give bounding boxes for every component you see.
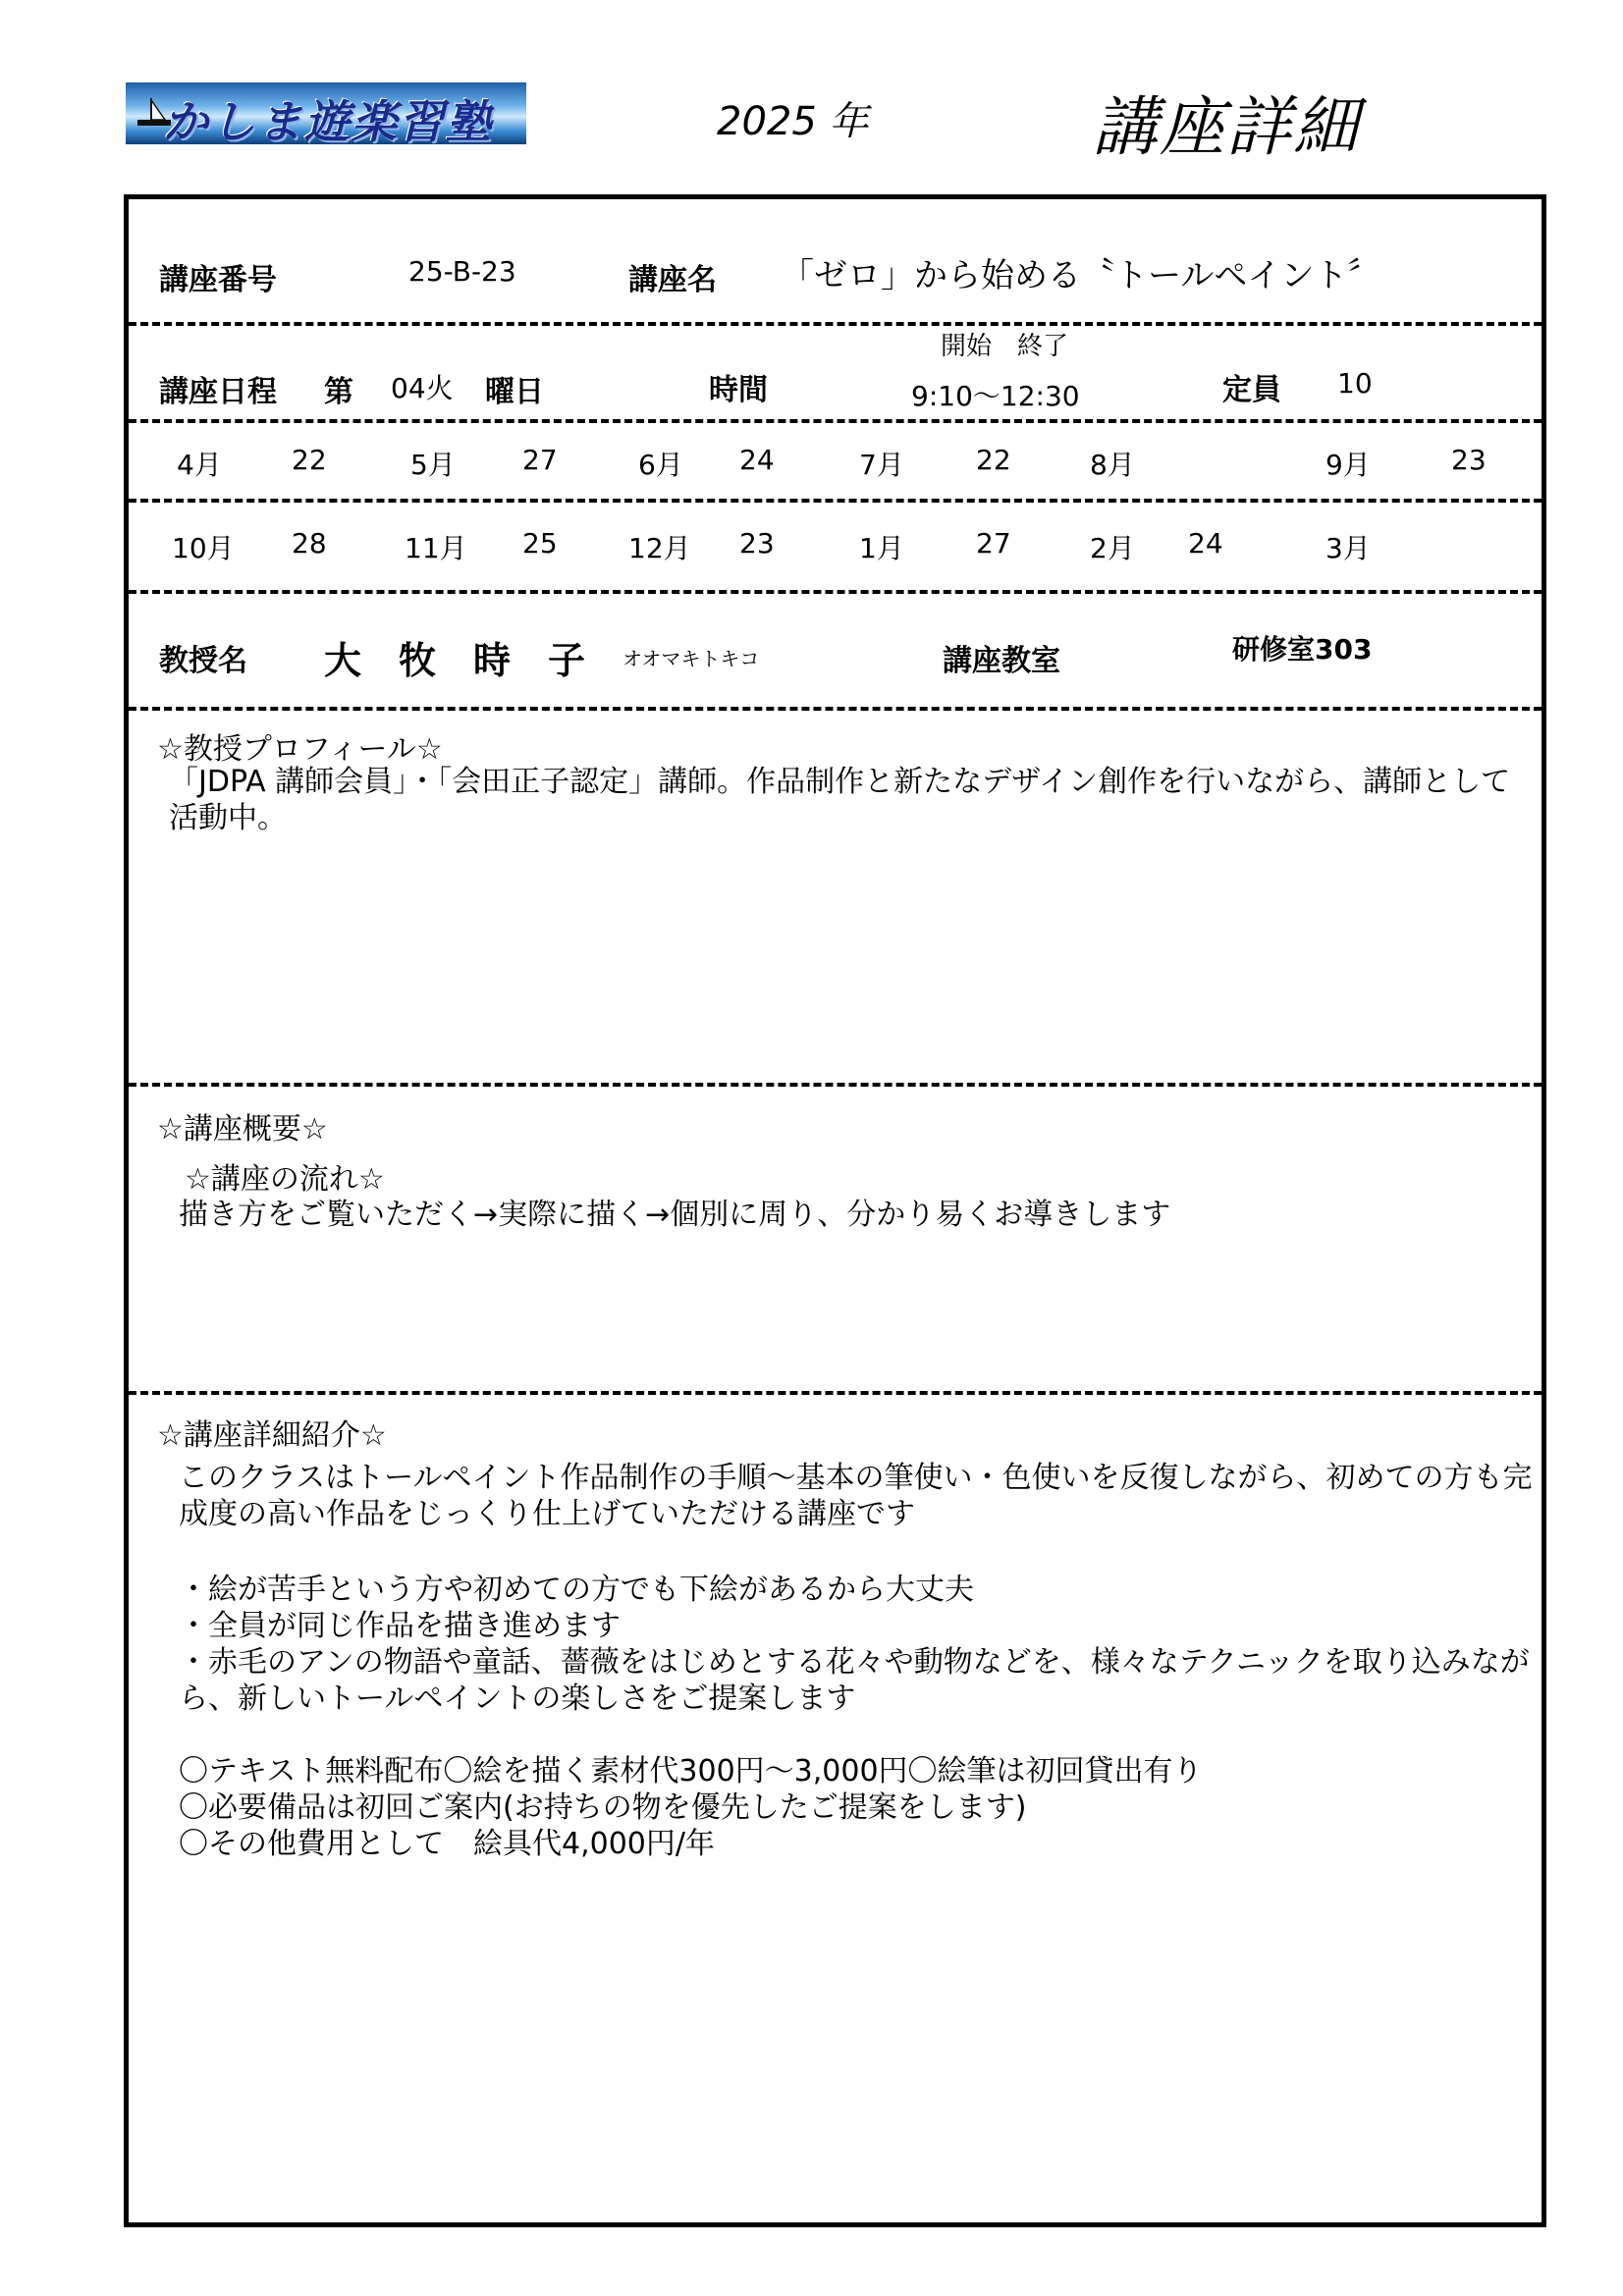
instructor-name: 大 牧 時 子	[324, 639, 586, 682]
divider	[129, 707, 1542, 711]
month-label: 7月	[859, 449, 904, 481]
divider	[129, 499, 1542, 503]
course-name-label: 講座名	[628, 263, 717, 297]
instructor-kana: オオマキトキコ	[622, 647, 760, 670]
flow-text: 描き方をご覧いただく→実際に描く→個別に周り、分かり易くお導きします	[179, 1198, 1171, 1232]
bullet-item: ・全員が同じ作品を描き進めます	[179, 1609, 621, 1643]
month-label: 12月	[628, 532, 691, 564]
capacity-value: 10	[1337, 367, 1373, 400]
schedule-weekday: 04火	[391, 372, 454, 404]
profile-section-title: ☆教授プロフィール☆	[157, 732, 443, 767]
month-label: 9月	[1325, 449, 1371, 481]
month-label: 3月	[1325, 532, 1371, 564]
bullet-item: ・赤毛のアンの物語や童話、薔薇をはじめとする花々や動物などを、様々なテクニックを取り込みながら、新しいトールペイントの楽しさをご提案します	[179, 1645, 1530, 1716]
note-item: 〇必要備品は初回ご案内(お持ちの物を優先したご提案をします)	[179, 1790, 1027, 1825]
course-name: 「ゼロ」から始める〝トールペイント〞	[781, 256, 1381, 295]
course-number: 25-B-23	[408, 255, 516, 288]
flow-title: ☆講座の流れ☆	[185, 1162, 385, 1197]
month-day: 22	[292, 444, 327, 476]
room-label: 講座教室	[943, 644, 1060, 678]
month-day: 24	[1188, 527, 1223, 560]
school-logo	[126, 82, 526, 144]
details-bullets	[179, 1572, 1539, 1717]
details-section-title: ☆講座詳細紹介☆	[157, 1418, 387, 1453]
month-label: 1月	[859, 532, 904, 564]
room-value: 研修室303	[1232, 633, 1373, 666]
instructor-label: 教授名	[159, 644, 247, 678]
month-label: 6月	[638, 449, 683, 481]
capacity-label: 定員	[1222, 373, 1281, 407]
divider	[129, 590, 1542, 594]
page-title: 講座詳細	[1093, 89, 1360, 165]
month-label: 4月	[177, 449, 222, 481]
month-label: 11月	[405, 532, 467, 564]
class-time: 9:10～12:30	[911, 380, 1080, 412]
month-day: 25	[522, 527, 558, 560]
profile-text: 「JDPA 講師会員」・「会田正子認定」講師。作品制作と新たなデザイン創作を行いながら、講師として活動中。	[169, 765, 1511, 835]
details-intro: このクラスはトールペイント作品制作の手順～基本の筆使い・色使いを反復しながら、初めての方も完成度の高い作品をじっくり仕上げていただける講座です	[179, 1461, 1533, 1531]
month-day: 27	[976, 527, 1011, 560]
month-day: 28	[292, 527, 327, 560]
month-label: 2月	[1090, 532, 1135, 564]
note-item: 〇その他費用として 絵具代4,000円/年	[179, 1827, 715, 1861]
course-number-label: 講座番号	[159, 263, 277, 297]
schedule-dai: 第	[324, 375, 353, 409]
start-end-label: 開始 終了	[941, 332, 1069, 361]
divider	[129, 419, 1542, 423]
divider	[129, 1391, 1542, 1395]
overview-section-title: ☆講座概要☆	[157, 1112, 328, 1147]
month-day: 23	[739, 527, 775, 560]
divider	[129, 1083, 1542, 1087]
month-day: 22	[976, 444, 1011, 476]
time-label: 時間	[709, 373, 768, 407]
divider	[129, 322, 1542, 326]
month-day: 23	[1451, 444, 1487, 476]
month-label: 5月	[410, 449, 456, 481]
details-notes	[179, 1753, 1539, 1862]
schedule-label: 講座日程	[159, 375, 277, 409]
month-label: 10月	[172, 532, 235, 564]
schedule-youbi: 曜日	[485, 375, 544, 409]
year-label: 2025 年	[717, 99, 869, 144]
bullet-item: ・絵が苦手という方や初めての方でも下絵があるから大丈夫	[179, 1573, 974, 1607]
month-day: 24	[739, 444, 775, 476]
note-item: 〇テキスト無料配布〇絵を描く素材代300円～3,000円〇絵筆は初回貸出有り	[179, 1754, 1203, 1789]
logo-text: かしま遊楽習塾	[163, 95, 493, 144]
month-day: 27	[522, 444, 558, 476]
month-label: 8月	[1090, 449, 1135, 481]
